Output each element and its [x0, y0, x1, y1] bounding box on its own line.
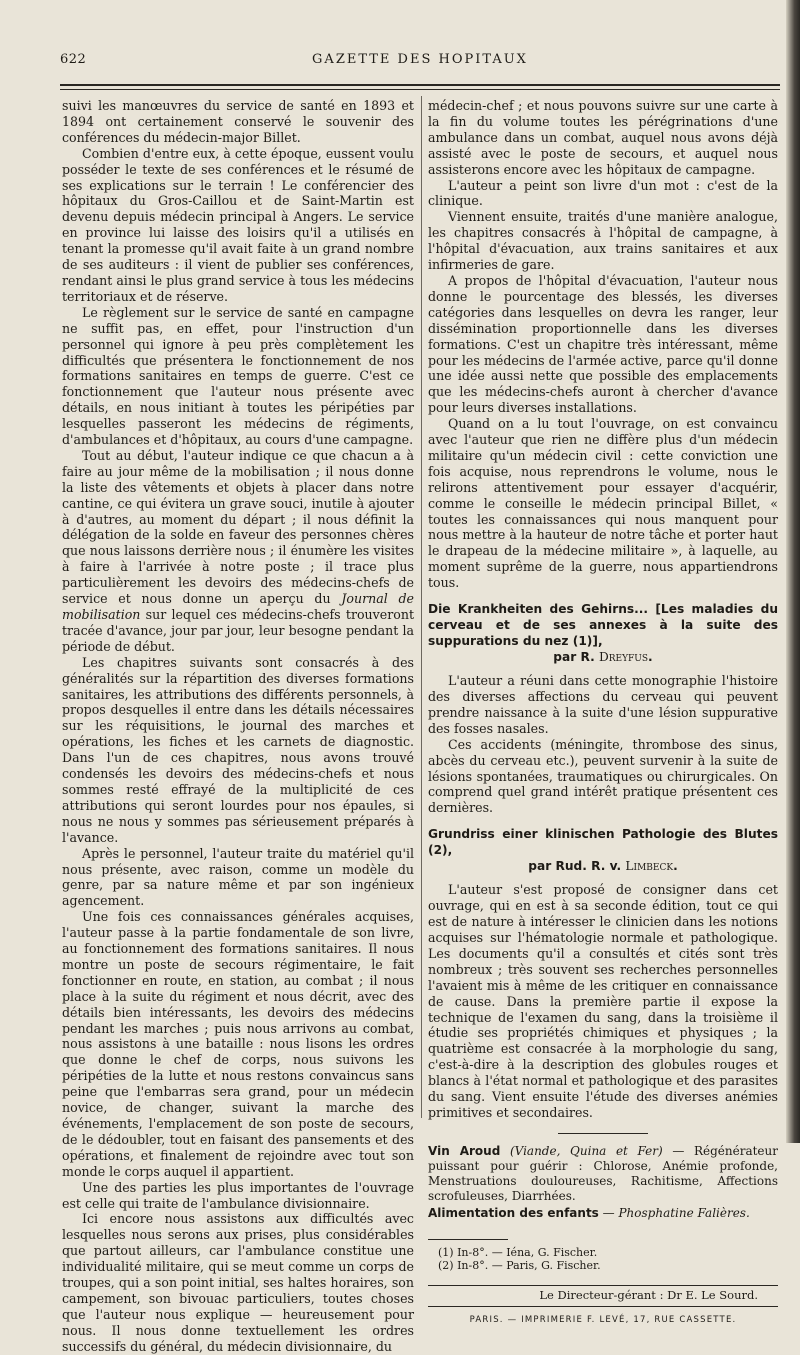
ad-text: — Régénérateur puissant pour guérir : Chlorose, Anémie profonde, Menstruations douloureuses, Rachitisme, Affections scrofuleuses, Diarrhées. [428, 1143, 778, 1203]
paragraph-text: Tout au début, l'auteur indique ce que chacun a à faire au jour même de la mobilisation ; il nous donne la liste des vêtements et objets à placer dans notre cantine, ce qui évitera un grave souci, inutile à ajouter à d'autres, au moment du départ ; il nous définit la délégation de la solde en faveur des personnes chères que nous laissons derrière nous ; il énumère les visites à faire à l'arrivée à notre poste ; il trace plus particulièrement les devoirs des médecins-chefs de service et nous donne un aperçu du [62, 447, 414, 607]
director-signature: Le Directeur-gérant : Dr E. Le Sourd. [428, 1285, 778, 1307]
paragraph: A propos de l'hôpital d'évacuation, l'auteur nous donne le pourcentage des blessés, les diverses catégories dans lesquelles on devra les ranger, leur dissémination proportionnelle dans les diverses formations. C'est un chapitre très intéressant, même pour les médecins de l'armée active, parce qu'il donne une idée aussi nette que possible des emplacements que les médecins-chefs auront à chercher d'avance pour leurs diverses installations. [428, 272, 778, 416]
book-review-1 [428, 601, 778, 816]
footnotes [428, 1246, 778, 1273]
ad-line-2 [428, 1206, 778, 1221]
paragraph: Après le personnel, l'auteur traite du matériel qu'il nous présente, avec raison, comme un modèle du genre, par sa nature même et par son ingénieux agencement. [62, 845, 414, 909]
review-title [428, 601, 778, 665]
ad-product: Phosphatine Falières. [618, 1205, 750, 1220]
paragraph: L'auteur a réuni dans cette monographie l'histoire des diverses affections du cerveau qui peuvent prendre naissance à la suite d'une lésion suppurative des fosses nasales. [428, 673, 778, 736]
italic-reference: Journal de mobilisation [62, 591, 414, 622]
review-title [428, 826, 778, 874]
ad-brand: Alimentation des enfants [428, 1205, 599, 1220]
paragraph: Une des parties les plus importantes de l'ouvrage est celle qui traite de l'ambulance divisionnaire. [62, 1179, 414, 1211]
review-author [428, 649, 778, 665]
section-divider [558, 1133, 648, 1134]
author-suffix: . [673, 859, 678, 874]
paragraph: Viennent ensuite, traités d'une manière analogue, les chapitres consacrés à l'hôpital de campagne, à l'hôpital d'évacuation, aux trains sanitaires et aux infirmeries de gare. [428, 209, 778, 273]
paragraph: Quand on a lu tout l'ouvrage, on est convaincu avec l'auteur que rien ne diffère plus d'un médecin militaire qu'un médecin civil : cette conviction une fois acquise, nous reprendrons le volume, nous le relirons attentivement pour essayer d'acquérir, comme le conseille le médecin principal Billet, « toutes les connaissances qui nous manquent pour nous mettre à la hauteur de notre tâche et porter haut le drapeau de la médecine militaire », à laquelle, au moment suprême de la guerre, nous appartiendrons tous. [428, 416, 778, 591]
ad-line-1 [428, 1144, 778, 1204]
column-divider [421, 96, 422, 1118]
author-prefix: par R. [553, 650, 599, 665]
ad-brand-detail: (Viande, Quina et Fer) [509, 1143, 663, 1158]
review-author [428, 858, 778, 874]
paragraph-text: sur lequel ces médecins-chefs trouveront tracée d'avance, jour par jour, leur besogne pendant la période de début. [62, 607, 414, 654]
header-rule-thin [60, 89, 780, 90]
page-header [60, 52, 780, 74]
book-review-2 [428, 826, 778, 1121]
footnote-rule [428, 1239, 508, 1240]
right-column [428, 98, 778, 1329]
page-number: 622 [60, 52, 87, 67]
paragraph: médecin-chef ; et nous pouvons suivre sur une carte à la fin du volume toutes les pérégrinations d'une ambulance dans un combat, auquel nous avons déjà assisté avec le poste de secours, et auquel nous assisterons encore avec les hôpitaux de campagne. [428, 98, 778, 177]
paragraph: suivi les manœuvres du service de santé en 1893 et 1894 ont certainement conservé le souvenir des conférences du médecin-major Billet. [62, 98, 414, 145]
advertisement [428, 1144, 778, 1221]
paragraph: L'auteur a peint son livre d'un mot : c'est de la clinique. [428, 177, 778, 209]
review-title-text: Grundriss einer klinischen Pathologie des Blutes (2), [428, 827, 778, 858]
page-edge-shadow [786, 0, 800, 1143]
paragraph: Une fois ces connaissances générales acquises, l'auteur passe à la partie fondamentale de son livre, au fonctionnement des formations sanitaires. Il nous montre un poste de secours régimentaire, le fait fonctionner en route, en station, au combat ; il nous place à la suite du régiment et nous décrit, avec des détails bien intéressants, les devoirs des médecins pendant les marches ; puis nous arrivons au combat, nous assistons à une bataille : nous lisons les ordres que donne le chef de corps, nous suivons les péripéties de la lutte et nous restons convaincus sans peine que l'embarras sera grand, pour un médecin novice, de changer, suivant la marche des événements, l'emplacement de son poste de secours, de le dédoubler, tout en faisant des pansements et des opérations, et finalement de rejoindre avec tout son monde le corps auquel il appartient. [62, 909, 414, 1179]
author-name: Limbeck [625, 859, 674, 874]
paragraph: Ici encore nous assistons aux difficultés avec lesquelles nous serons aux prises, plus considérables que partout ailleurs, car l'ambulance constitue une individualité militaire, qui se meut comme un corps de troupes, qui a son point initial, ses haltes horaires, son campement, son bivouac particuliers, toutes choses que l'auteur nous explique — heureusement pour nous. Il nous donne textuellement les ordres successifs du général, du médecin divisionnaire, du [62, 1211, 414, 1354]
footnote: (2) In-8°. — Paris, G. Fischer. [438, 1259, 601, 1273]
footnote: (1) In-8°. — Iéna, G. Fischer. [438, 1245, 598, 1259]
paragraph: Combien d'entre eux, à cette époque, eussent voulu posséder le texte de ses conférences et le résumé de ses explications sur le terrain ! Le conférencier des hôpitaux du Gros-Caillou et de Saint-Martin est devenu depuis médecin principal à Angers. Le service en province lui laisse des loisirs qu'il a utilisés en tenant la promesse qu'il avait faite à un grand nombre de ses auditeurs : il vient de publier ses conférences, rendant ainsi le plus grand service à tous les médecins territoriaux et de réserve. [62, 145, 414, 304]
paragraph [62, 448, 414, 655]
ad-text: — [598, 1205, 619, 1220]
paragraph: L'auteur s'est proposé de consigner dans cet ouvrage, qui en est à sa seconde édition, tout ce qui est de nature à intéresser le clinicien dans les notions acquises sur l'hématologie normale et pathologique. Les documents qu'il a consultés et cités sont très nombreux ; très souvent ses recherches personnelles l'avaient mis à même de les critiquer en connaissance de cause. Dans la première partie il expose la technique de l'examen du sang, dans la troisième il étudie ses propriétés chimiques et physiques ; la quatrième est consacrée à la morphologie du sang, c'est-à-dire à la description des globules rouges et blancs à l'état normal et pathologique et des parasites du sang. Vient ensuite l'étude des diverses anémies primitives et secondaires. [428, 882, 778, 1120]
printer-imprint: PARIS. — IMPRIMERIE F. LEVÉ, 17, RUE CASSETTE. [469, 1314, 737, 1325]
header-rule-thick [60, 84, 780, 86]
review-title-text: Die Krankheiten des Gehirns... [Les maladies du cerveau et de ses annexes à la suite des suppurations du nez (1)], [428, 602, 778, 649]
ad-brand: Vin Aroud [428, 1143, 501, 1158]
journal-title: GAZETTE DES HOPITAUX [312, 52, 528, 67]
paragraph: Ces accidents (méningite, thrombose des sinus, abcès du cerveau etc.), peuvent survenir à la suite de lésions spontanées, traumatiques ou chirurgicales. On comprend quel grand intérêt pratique présentent ces dernières. [428, 736, 778, 816]
left-column [62, 98, 414, 1355]
paragraph: Le règlement sur le service de santé en campagne ne suffit pas, en effet, pour l'instruction d'un personnel qui ignore à peu près complètement les difficultés que présentera le fonctionnement de nos formations sanitaires en temps de guerre. C'est ce fonctionnement que l'auteur nous présente avec détails, en nous initiant à toutes les péripéties par lesquelles passeront les médecins de régiments, d'ambulances et d'hôpitaux, au cours d'une campagne. [62, 304, 414, 448]
author-prefix: par Rud. R. v. [528, 859, 626, 874]
author-suffix: . [648, 650, 653, 665]
author-name: Dreyfus [598, 650, 649, 665]
paragraph: Les chapitres suivants sont consacrés à des généralités sur la répartition des diverses formations sanitaires, les attributions des différents personnels, à propos desquelles il entre dans les détails nécessaires sur les réquisitions, le journal des marches et opérations, les fiches et les carnets de diagnostic. Dans l'un de ces chapitres, nous avons trouvé condensés les devoirs des médecins-chefs et nous sommes resté effrayé de la multiplicité de ces attributions qui seront lourdes pour nos épaules, si nous ne nous y sommes pas sérieusement préparés à l'avance. [62, 654, 414, 845]
